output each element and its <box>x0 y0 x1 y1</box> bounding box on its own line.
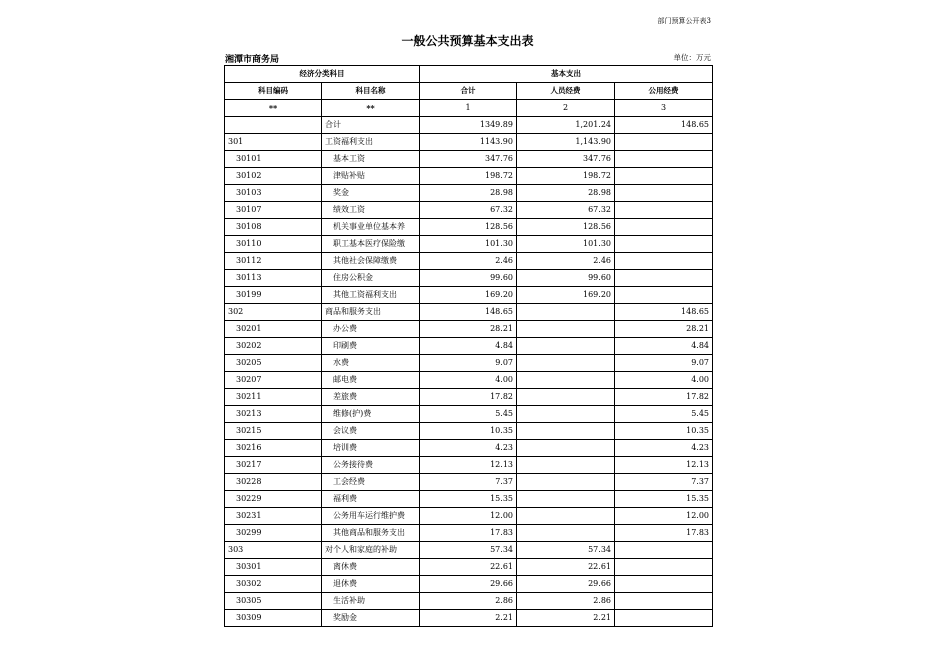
subject-code-cell: 30231 <box>225 508 322 525</box>
total-cell: 57.34 <box>420 542 517 559</box>
total-cell: 4.00 <box>420 372 517 389</box>
personnel-cell: 2.86 <box>517 593 615 610</box>
public-cell: 28.21 <box>615 321 713 338</box>
public-cell: 17.83 <box>615 525 713 542</box>
subject-name-cell: 奖励金 <box>322 610 420 627</box>
table-row <box>225 287 713 304</box>
table-body <box>225 117 713 627</box>
total-cell: 7.37 <box>420 474 517 491</box>
table-row <box>225 355 713 372</box>
index-personnel: 2 <box>517 100 615 117</box>
public-cell: 7.37 <box>615 474 713 491</box>
table-row <box>225 389 713 406</box>
total-cell: 17.82 <box>420 389 517 406</box>
total-cell: 169.20 <box>420 287 517 304</box>
table-row <box>225 491 713 508</box>
subject-code-cell: 30301 <box>225 559 322 576</box>
public-cell <box>615 219 713 236</box>
subject-code-cell: 30207 <box>225 372 322 389</box>
subject-code-cell: 30216 <box>225 440 322 457</box>
subject-code-cell: 30302 <box>225 576 322 593</box>
total-cell: 347.76 <box>420 151 517 168</box>
public-cell <box>615 542 713 559</box>
subject-name-cell: 邮电费 <box>322 372 420 389</box>
page-tag: 部门预算公开表3 <box>657 17 711 25</box>
personnel-cell: 67.32 <box>517 202 615 219</box>
subject-name-cell: 印刷费 <box>322 338 420 355</box>
public-cell <box>615 168 713 185</box>
subject-name-cell: 水费 <box>322 355 420 372</box>
header-total: 合计 <box>420 83 517 100</box>
total-cell: 2.46 <box>420 253 517 270</box>
table-row <box>225 304 713 321</box>
subject-code-cell: 30309 <box>225 610 322 627</box>
index-code: ** <box>225 100 322 117</box>
public-cell: 17.82 <box>615 389 713 406</box>
public-cell: 4.00 <box>615 372 713 389</box>
unit-label: 单位：万元 <box>673 53 711 62</box>
total-cell: 10.35 <box>420 423 517 440</box>
total-cell: 17.83 <box>420 525 517 542</box>
subject-code-cell: 30201 <box>225 321 322 338</box>
public-cell <box>615 593 713 610</box>
subject-code-cell: 30113 <box>225 270 322 287</box>
public-cell <box>615 185 713 202</box>
total-cell: 15.35 <box>420 491 517 508</box>
subject-name-cell: 培训费 <box>322 440 420 457</box>
table-row <box>225 525 713 542</box>
public-cell <box>615 576 713 593</box>
table-row <box>225 168 713 185</box>
total-cell: 2.21 <box>420 610 517 627</box>
table-row <box>225 219 713 236</box>
table-row <box>225 338 713 355</box>
personnel-cell: 347.76 <box>517 151 615 168</box>
public-cell <box>615 151 713 168</box>
personnel-cell: 57.34 <box>517 542 615 559</box>
table-row <box>225 423 713 440</box>
personnel-cell <box>517 508 615 525</box>
index-total: 1 <box>420 100 517 117</box>
table-row <box>225 406 713 423</box>
personnel-cell <box>517 304 615 321</box>
table-row <box>225 202 713 219</box>
header-basic-expenditure: 基本支出 <box>420 66 713 83</box>
total-cell: 4.23 <box>420 440 517 457</box>
total-cell: 4.84 <box>420 338 517 355</box>
subject-name-cell: 住房公积金 <box>322 270 420 287</box>
personnel-cell <box>517 338 615 355</box>
subject-name-cell: 工资福利支出 <box>322 134 420 151</box>
header-economic-class: 经济分类科目 <box>225 66 420 83</box>
subject-code-cell: 30108 <box>225 219 322 236</box>
public-cell: 4.84 <box>615 338 713 355</box>
total-cell: 5.45 <box>420 406 517 423</box>
index-public: 3 <box>615 100 713 117</box>
personnel-cell: 99.60 <box>517 270 615 287</box>
subject-name-cell: 公务接待费 <box>322 457 420 474</box>
page-title: 一般公共预算基本支出表 <box>401 34 534 48</box>
total-cell: 12.00 <box>420 508 517 525</box>
total-cell: 2.86 <box>420 593 517 610</box>
public-cell <box>615 287 713 304</box>
public-cell <box>615 253 713 270</box>
header-public: 公用经费 <box>615 83 713 100</box>
subject-code-cell: 30205 <box>225 355 322 372</box>
subject-name-cell: 商品和服务支出 <box>322 304 420 321</box>
public-cell: 10.35 <box>615 423 713 440</box>
header-subject-code: 科目编码 <box>225 83 322 100</box>
table-row <box>225 117 713 134</box>
subject-name-cell: 其他工资福利支出 <box>322 287 420 304</box>
subject-name-cell: 工会经费 <box>322 474 420 491</box>
public-cell: 5.45 <box>615 406 713 423</box>
subject-name-cell: 差旅费 <box>322 389 420 406</box>
personnel-cell <box>517 525 615 542</box>
total-cell: 198.72 <box>420 168 517 185</box>
personnel-cell <box>517 440 615 457</box>
table-row <box>225 593 713 610</box>
header-subject-name: 科目名称 <box>322 83 420 100</box>
total-cell: 101.30 <box>420 236 517 253</box>
table-row <box>225 474 713 491</box>
subject-name-cell: 公务用车运行维护费 <box>322 508 420 525</box>
subject-code-cell: 30217 <box>225 457 322 474</box>
index-name: ** <box>322 100 420 117</box>
subject-code-cell <box>225 117 322 134</box>
subject-name-cell: 津贴补贴 <box>322 168 420 185</box>
subject-code-cell: 30305 <box>225 593 322 610</box>
subject-code-cell: 30102 <box>225 168 322 185</box>
subject-name-cell: 其他社会保障缴费 <box>322 253 420 270</box>
personnel-cell <box>517 406 615 423</box>
subject-code-cell: 30202 <box>225 338 322 355</box>
subject-name-cell: 基本工资 <box>322 151 420 168</box>
public-cell <box>615 134 713 151</box>
total-cell: 148.65 <box>420 304 517 321</box>
subject-name-cell: 生活补助 <box>322 593 420 610</box>
total-cell: 22.61 <box>420 559 517 576</box>
public-cell <box>615 610 713 627</box>
public-cell <box>615 236 713 253</box>
subject-code-cell: 30101 <box>225 151 322 168</box>
public-cell: 12.13 <box>615 457 713 474</box>
personnel-cell: 2.21 <box>517 610 615 627</box>
public-cell: 148.65 <box>615 304 713 321</box>
subject-name-cell: 机关事业单位基本养 <box>322 219 420 236</box>
personnel-cell: 169.20 <box>517 287 615 304</box>
personnel-cell: 29.66 <box>517 576 615 593</box>
personnel-cell: 101.30 <box>517 236 615 253</box>
subject-name-cell: 其他商品和服务支出 <box>322 525 420 542</box>
subject-name-cell: 维修(护)费 <box>322 406 420 423</box>
subject-code-cell: 30299 <box>225 525 322 542</box>
total-cell: 28.21 <box>420 321 517 338</box>
subject-name-cell: 绩效工资 <box>322 202 420 219</box>
subject-name-cell: 福利费 <box>322 491 420 508</box>
personnel-cell: 1,201.24 <box>517 117 615 134</box>
subject-code-cell: 30199 <box>225 287 322 304</box>
subject-name-cell: 退休费 <box>322 576 420 593</box>
table-row <box>225 372 713 389</box>
subject-code-cell: 30107 <box>225 202 322 219</box>
table-row <box>225 270 713 287</box>
subject-code-cell: 30228 <box>225 474 322 491</box>
table-row <box>225 576 713 593</box>
table-row <box>225 151 713 168</box>
table-row <box>225 321 713 338</box>
table-row <box>225 610 713 627</box>
personnel-cell: 198.72 <box>517 168 615 185</box>
total-cell: 28.98 <box>420 185 517 202</box>
subject-name-cell: 奖金 <box>322 185 420 202</box>
table-row <box>225 440 713 457</box>
personnel-cell <box>517 321 615 338</box>
table-row <box>225 457 713 474</box>
personnel-cell: 28.98 <box>517 185 615 202</box>
table-row <box>225 185 713 202</box>
personnel-cell: 1,143.90 <box>517 134 615 151</box>
subject-name-cell: 对个人和家庭的补助 <box>322 542 420 559</box>
budget-table <box>224 65 713 627</box>
public-cell: 15.35 <box>615 491 713 508</box>
total-cell: 12.13 <box>420 457 517 474</box>
public-cell: 9.07 <box>615 355 713 372</box>
public-cell: 148.65 <box>615 117 713 134</box>
personnel-cell <box>517 474 615 491</box>
public-cell: 4.23 <box>615 440 713 457</box>
table-row <box>225 253 713 270</box>
public-cell <box>615 559 713 576</box>
personnel-cell <box>517 389 615 406</box>
personnel-cell <box>517 457 615 474</box>
subject-name-cell: 会议费 <box>322 423 420 440</box>
table-row <box>225 508 713 525</box>
personnel-cell: 2.46 <box>517 253 615 270</box>
personnel-cell: 128.56 <box>517 219 615 236</box>
subject-code-cell: 302 <box>225 304 322 321</box>
department-name: 湘潭市商务局 <box>225 55 280 65</box>
subject-code-cell: 30213 <box>225 406 322 423</box>
public-cell <box>615 202 713 219</box>
subject-name-cell: 办公费 <box>322 321 420 338</box>
table-row <box>225 134 713 151</box>
table-row <box>225 559 713 576</box>
header-personnel: 人员经费 <box>517 83 615 100</box>
total-cell: 67.32 <box>420 202 517 219</box>
subject-code-cell: 30103 <box>225 185 322 202</box>
total-cell: 128.56 <box>420 219 517 236</box>
table-row <box>225 236 713 253</box>
subject-code-cell: 301 <box>225 134 322 151</box>
public-cell <box>615 270 713 287</box>
subject-code-cell: 30112 <box>225 253 322 270</box>
subject-name-cell: 合计 <box>322 117 420 134</box>
total-cell: 29.66 <box>420 576 517 593</box>
table-row <box>225 542 713 559</box>
total-cell: 9.07 <box>420 355 517 372</box>
subject-code-cell: 30110 <box>225 236 322 253</box>
personnel-cell <box>517 491 615 508</box>
total-cell: 99.60 <box>420 270 517 287</box>
personnel-cell <box>517 372 615 389</box>
total-cell: 1349.89 <box>420 117 517 134</box>
subject-code-cell: 30215 <box>225 423 322 440</box>
personnel-cell <box>517 355 615 372</box>
subject-name-cell: 职工基本医疗保险缴 <box>322 236 420 253</box>
personnel-cell: 22.61 <box>517 559 615 576</box>
subject-code-cell: 30229 <box>225 491 322 508</box>
subject-code-cell: 303 <box>225 542 322 559</box>
total-cell: 1143.90 <box>420 134 517 151</box>
subject-code-cell: 30211 <box>225 389 322 406</box>
personnel-cell <box>517 423 615 440</box>
public-cell: 12.00 <box>615 508 713 525</box>
subject-name-cell: 离休费 <box>322 559 420 576</box>
